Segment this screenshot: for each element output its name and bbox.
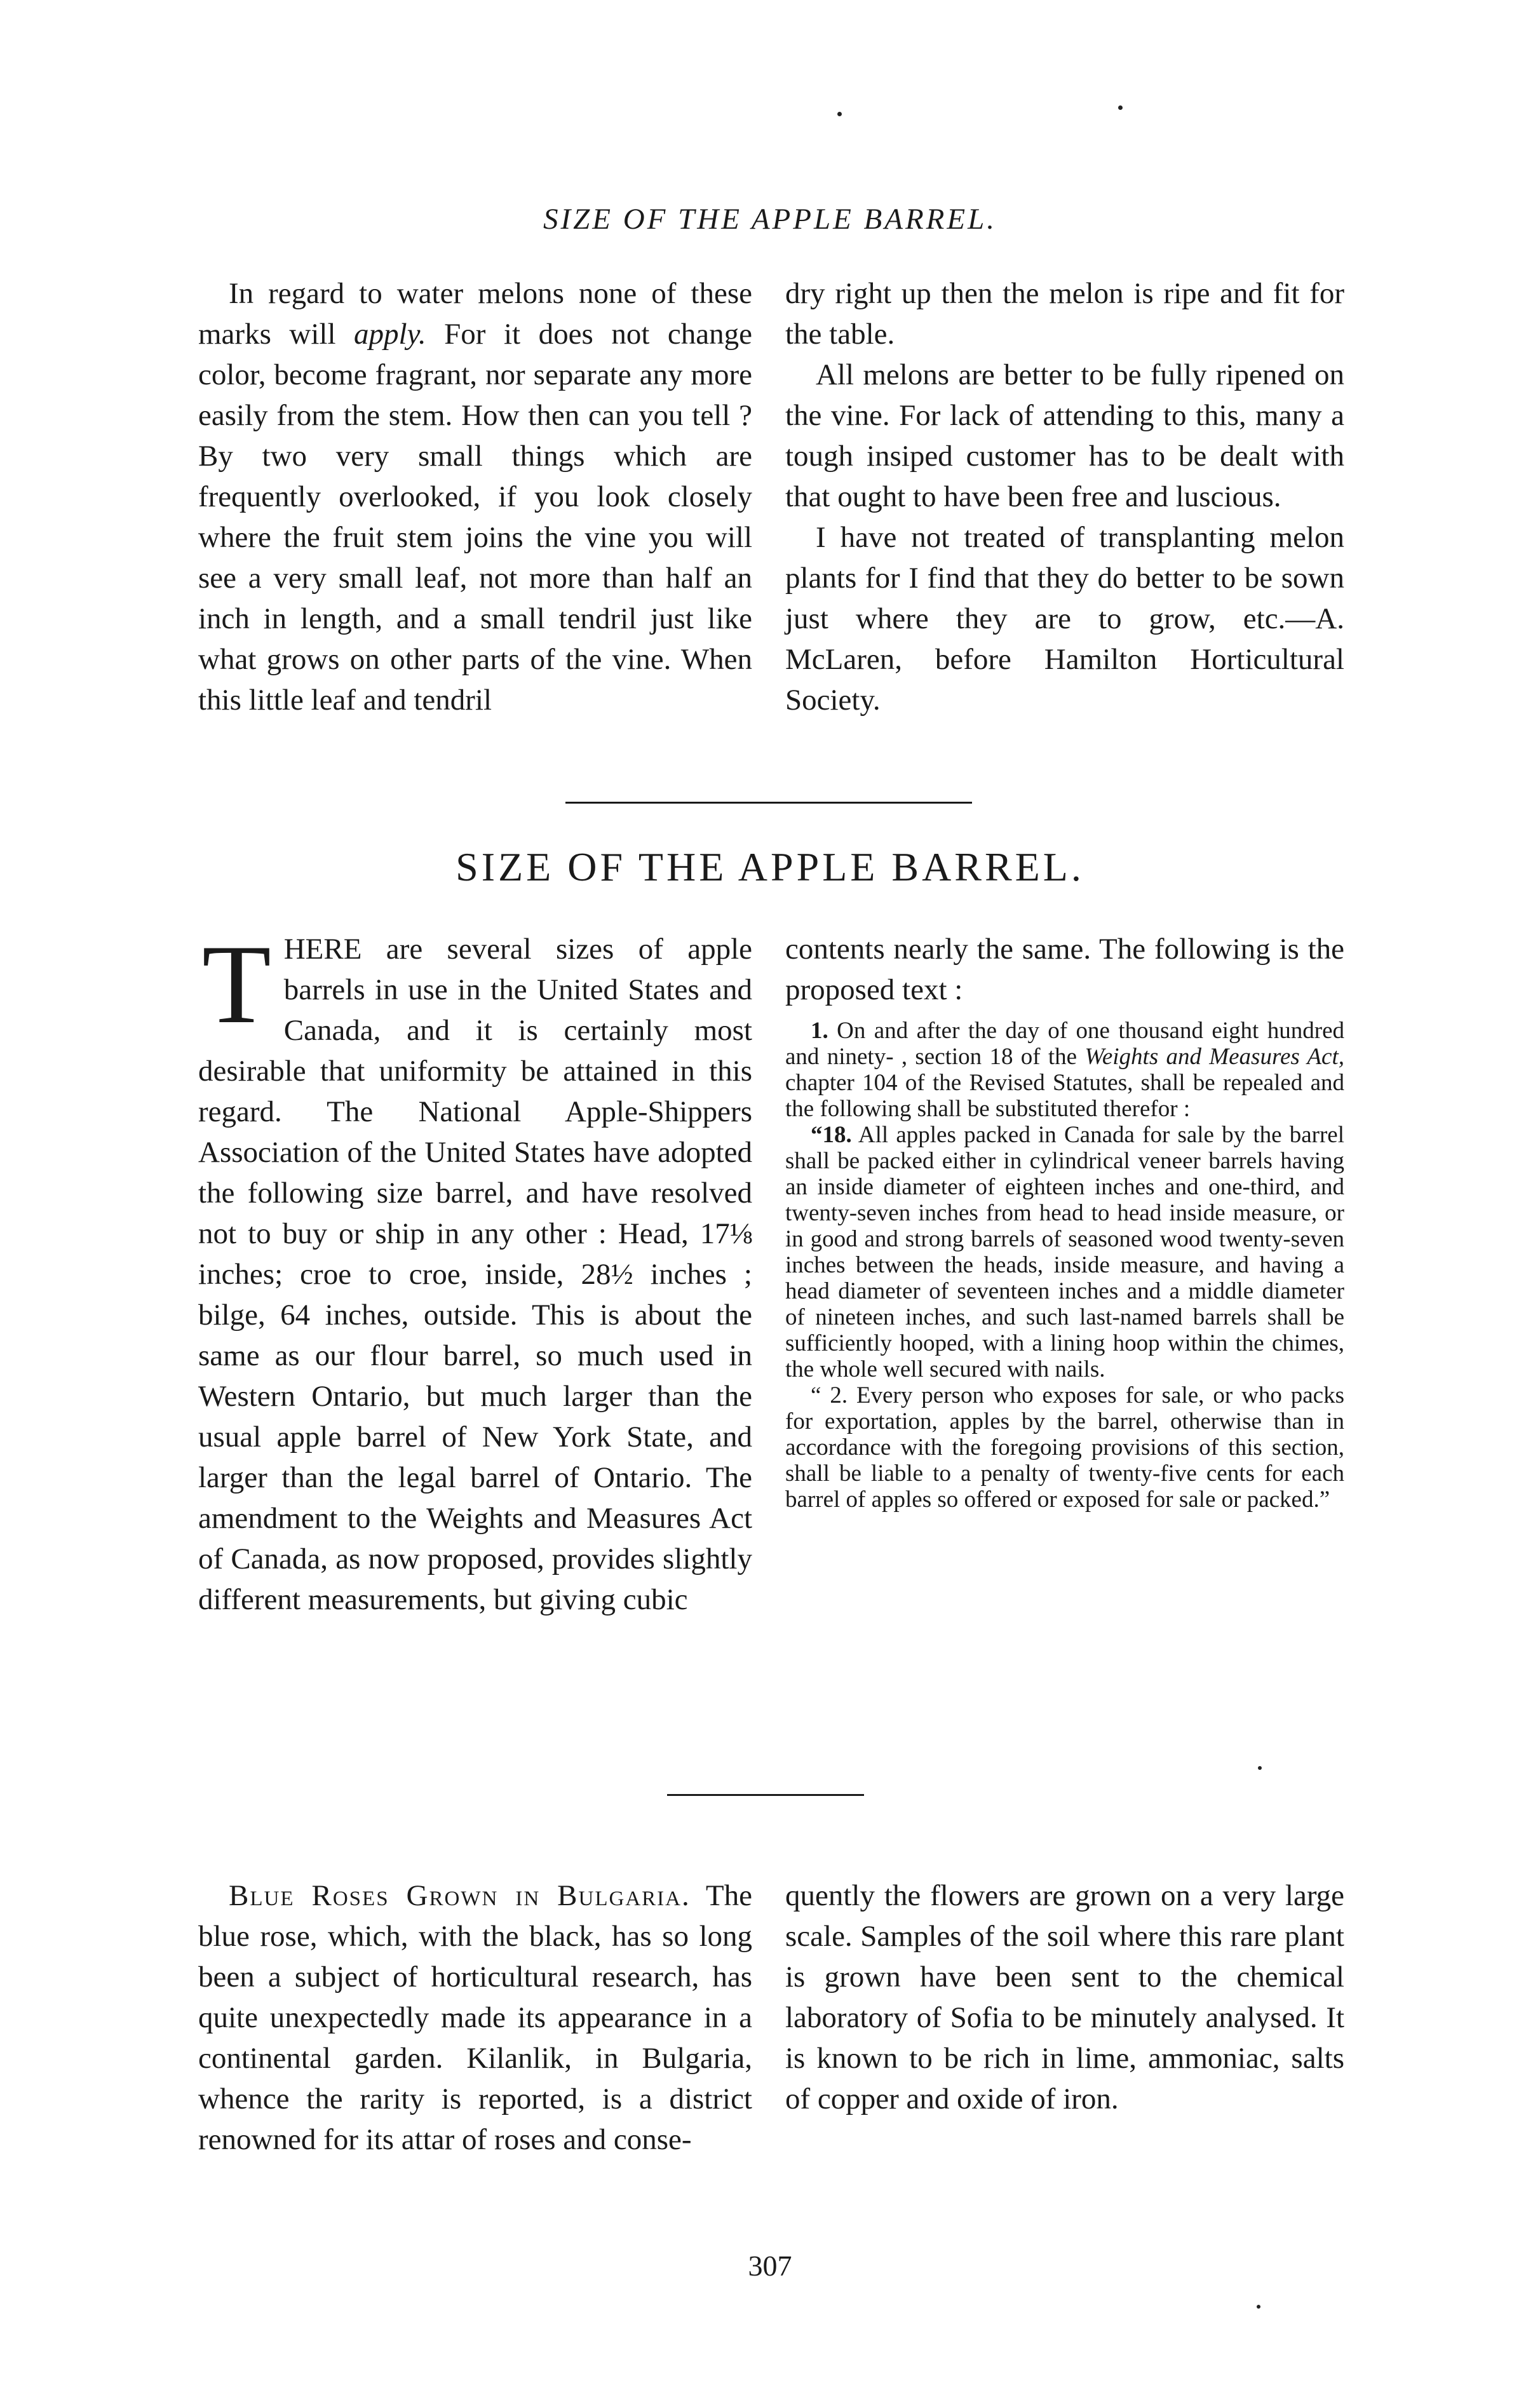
- roses-paragraph: quently the flowers are grown on a very large scale. Samples of the soil where this rare plant is grown have been sent to the chemical laboratory of Sofia to be minutely analysed. It is known to be rich in lime, ammoniac, salts of copper and oxide of iron.: [785, 1879, 1344, 2115]
- clause-1: 1. On and after the day of one thousand eight hundred and ninety- , section 18 of the Weights and Measures Act, chapter 104 of the Revised Statutes, shall be repealed and the following shall be substituted therefor :: [785, 1018, 1344, 1122]
- running-head: SIZE OF THE APPLE BARREL.: [543, 203, 997, 236]
- article-title: SIZE OF THE APPLE BARREL.: [456, 844, 1084, 889]
- clause-2: “ 2. Every person who exposes for sale, or who packs for exportation, apples by the barrel, otherwise than in accordance with the foregoing provisions of this section, shall be liable to a penalty of twenty-five cents for each barrel of apples so offered or exposed for sale or packed.”: [785, 1382, 1344, 1513]
- barrel-intro: contents nearly the same. The following is the proposed text :: [785, 933, 1344, 1006]
- melon-paragraph: I have not treated of transplanting melon plants for I find that they do better to be sown just where they are to grow, etc.—A. McLaren, before Hamilton Horticultural Society.: [785, 521, 1344, 717]
- barrel-right-column: [785, 929, 1344, 1513]
- roses-left-column: [198, 1875, 752, 2160]
- melon-left-column: [198, 273, 752, 720]
- section-divider: [667, 1794, 864, 1796]
- proposed-text: [785, 1018, 1344, 1513]
- barrel-paragraph: THERE are several sizes of apple barrels in use in the United States and Canada, and it is certainly most desirable that uniformity be attained in this regard. The National Apple-Shippers Association of the United States have adopted the following size barrel, and have resolved not to buy or ship in any other : Head, 17⅛ inches; croe to croe, inside, 28½ inches ; bilge, 64 inches, outside. This is about the same as our flour barrel, so much used in Western Ontario, but much larger than the usual apple barrel of New York State, and larger than the legal barrel of Ontario. The amendment to the Weights and Measures Act of Canada, as now proposed, provides slightly different measurements, but giving cubic: [198, 921, 752, 1616]
- roses-paragraph: Blue Roses Grown in Bulgaria. The blue rose, which, with the black, has so long been a subject of horticultural research, has quite unexpectedly made its appearance in a continental garden. Kilanlik, in Bulgaria, whence the rarity is reported, is a district renowned for its attar of roses and conse-: [198, 1879, 752, 2156]
- scan-speck: [1118, 105, 1123, 110]
- roses-right-column: [785, 1875, 1344, 2119]
- drop-cap: T: [202, 921, 271, 1047]
- scan-speck: [837, 112, 842, 116]
- barrel-left-column: [198, 921, 752, 1620]
- roses-heading: Blue Roses Grown in Bulgaria.: [229, 1879, 691, 1912]
- section-divider: [565, 802, 972, 804]
- melon-right-column: [785, 273, 1344, 720]
- melon-paragraph: dry right up then the melon is ripe and fit for the table.: [785, 277, 1344, 351]
- scan-speck: [1258, 1766, 1262, 1770]
- clause-18: “18. All apples packed in Canada for sale by the barrel shall be packed either in cylindrical veneer barrels having an inside diameter of eighteen inches and one-third, and twenty-seven inches from head to head inside measure, or in good and strong barrels of seasoned wood twenty-seven inches between the heads, inside measure, and having a head diameter of seventeen inches and a middle diameter of nineteen inches, and such last-named barrels shall be sufficiently hooped, with a lining hoop within the chimes, the whole well secured with nails.: [785, 1122, 1344, 1382]
- page-number: 307: [748, 2250, 792, 2282]
- scan-speck: [1257, 2305, 1260, 2309]
- melon-paragraph: All melons are better to be fully ripened on the vine. For lack of attending to this, many a tough insiped customer has to be dealt with that ought to have been free and luscious.: [785, 358, 1344, 513]
- melon-paragraph: In regard to water melons none of these marks will apply. For it does not change color, become fragrant, nor separate any more easily from the stem. How then can you tell ? By two very small things which are frequently overlooked, if you look closely where the fruit stem joins the vine you will see a very small leaf, not more than half an inch in length, and a small tendril just like what grows on other parts of the vine. When this little leaf and tendril: [198, 277, 752, 717]
